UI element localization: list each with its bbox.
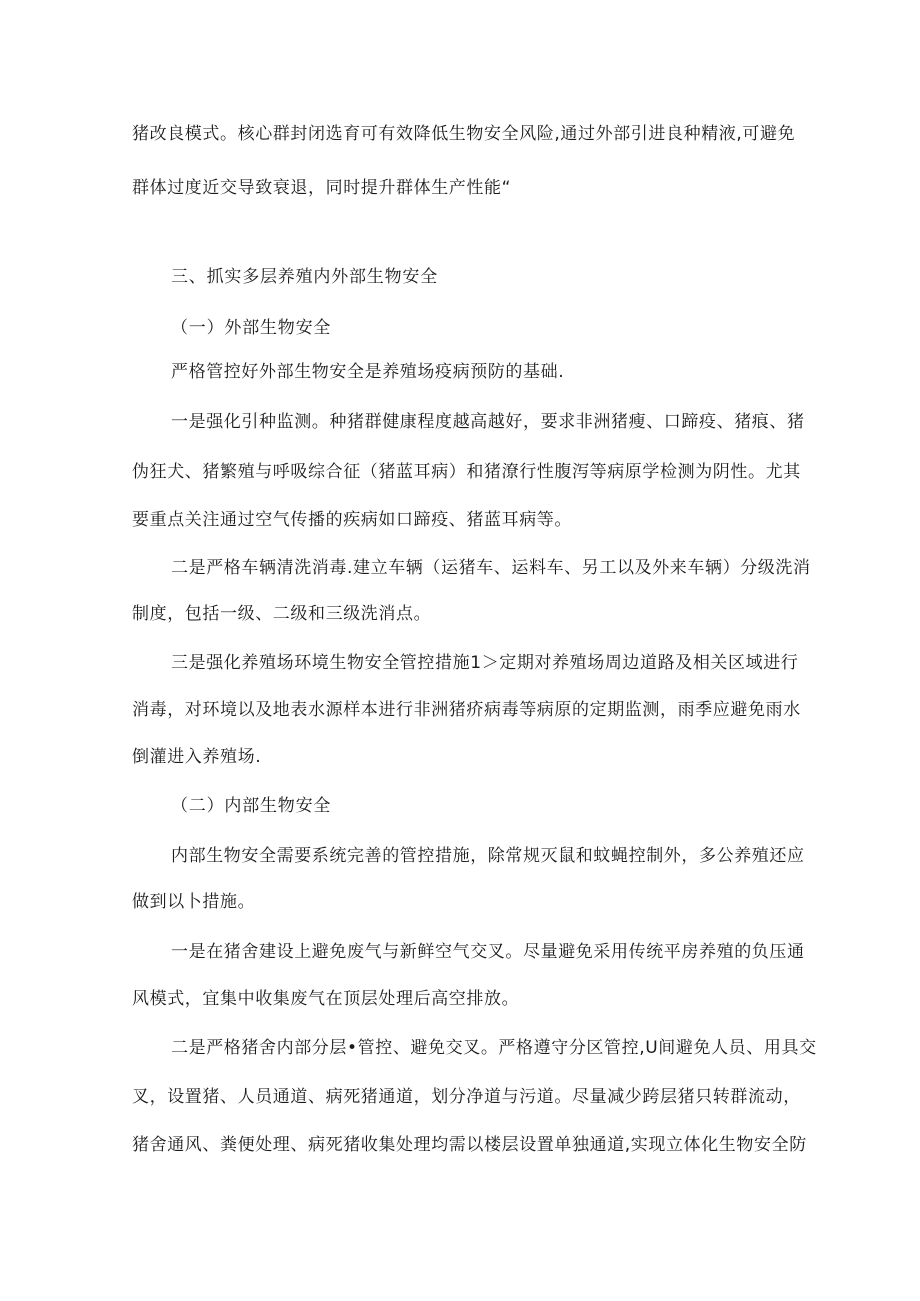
paragraph-line: 消毒，对环境以及地表水源样本进行非洲猪疥病毒等病原的定期监测，雨季应避免雨水 (132, 700, 801, 720)
paragraph-line: 要重点关注通过空气传播的疾病如口蹄疫、猪蓝耳病等。 (132, 510, 572, 530)
paragraph-line: 风模式，宜集中收集废气在顶层处理后高空排放。 (132, 989, 520, 1009)
paragraph-line: 二是严格车辆清洗消毒.建立车辆（运猪车、运料车、另工以及外来车辆）分级洗消 (171, 558, 811, 578)
paragraph-line: 做到以卜措施。 (132, 892, 256, 912)
paragraph-line: 内部生物安全需要系统完善的管控措施，除常规灭鼠和蚊蝇控制外，多公养殖还应 (171, 846, 805, 866)
paragraph-line: 严格管控好外部生物安全是养殖场疫病预防的基础. (171, 362, 565, 382)
paragraph-line: 群体过度近交导致衰退，同时提升群体生产性能“ (132, 178, 512, 198)
paragraph-line: 倒灌进入养殖场. (132, 747, 262, 767)
paragraph-line: 伪狂犬、猪繁殖与呼吸综合征（猪蓝耳病）和猪潦行性腹泻等病原学检测为阴性。尤其 (132, 462, 801, 482)
paragraph-line: 叉，设置猪、人员通道、病死猪通道，划分净道与污道。尽量减少跨层猪只转群流动， (132, 1087, 801, 1107)
section-heading: 三、抓实多层养殖内外部生物安全 (171, 267, 438, 287)
subsection-heading-internal: （二）内部生物安全 (171, 796, 332, 816)
paragraph-line: 猪改良模式。核心群封闭选育可有效降低生物安全风险,通过外部引进良种精液,可避免 (132, 124, 796, 144)
paragraph-line: 一是在猪舍建设上避免废气与新鲜空气交叉。尽量避免采用传统平房养殖的负压通 (171, 942, 805, 962)
paragraph-line: 三是强化养殖场环境生物安全管控措施1＞定期对养殖场周边道路及相关区域进行 (171, 653, 799, 673)
paragraph-line: 一是强化引种监测。种猪群健康程度越高越好，要求非洲猪瘦、口蹄疫、猪痕、猪 (171, 412, 805, 432)
subsection-heading-external: （一）外部生物安全 (171, 318, 332, 338)
paragraph-line: 猪舍通风、粪便处理、病死猪收集处理均需以楼层设置单独通道,实现立体化生物安全防 (132, 1135, 807, 1155)
paragraph-line: 二是严格猪舍内部分层•管控、避免交叉。严格遵守分区管控,U间避免人员、用具交 (171, 1038, 817, 1058)
paragraph-line: 制度，包括一级、二级和三级洗消点。 (132, 604, 432, 624)
